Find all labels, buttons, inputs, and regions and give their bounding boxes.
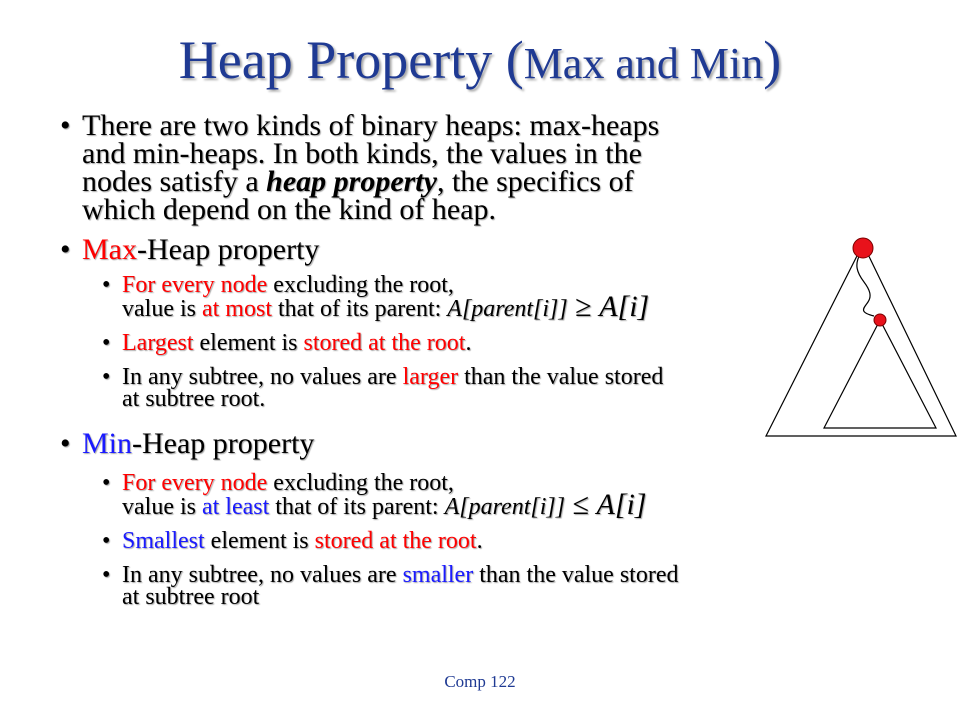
min-heap-item-parent-rule: • For every node excluding the root, value is at least that of its parent: A[parent[i]] ≤ A[i] [102,470,647,521]
max-heap-item-parent-rule: • For every node excluding the root, value is at most that of its parent: A[parent[i]] ≥ A[i] [102,272,650,323]
min-heap-item-smallest: • Smallest element is stored at the root. [102,528,483,554]
heap-subtree-diagram [760,230,960,442]
page-title: Heap Property (Max and Min) [178,30,782,90]
min-heap-formula-left: A[parent[i]] [444,494,566,520]
heap-subtree-root-node [874,314,886,326]
max-heap-formula-left: A[parent[i]] [447,296,568,322]
min-heap-heading: • Min-Heap property [60,427,315,460]
heap-root-to-subtree-path [857,250,874,316]
heap-subtree-triangle [824,320,936,428]
max-heap-formula-right: A[i] [599,290,650,323]
intro-line-4: which depend on the kind of heap. [82,193,497,226]
intro-line-2: and min-heaps. In both kinds, the values in the [82,137,642,170]
footer-course-label: Comp 122 [444,672,516,691]
intro-bullet: • There are two kinds of binary heaps: max-heaps and min-heaps. In both kinds, the values in the nodes satisfy a heap property, the specifics of which depend on the kind of heap. [60,112,760,224]
min-heap-item-subtree: • In any subtree, no values are smaller than the value stored at subtree root [102,562,679,610]
max-heap-item-subtree: • In any subtree, no values are larger than the value stored at subtree root. [102,364,664,412]
heap-outer-triangle [766,244,956,436]
max-heap-heading: • Max-Heap property [60,233,320,266]
heap-root-node [853,238,873,258]
intro-line-1: There are two kinds of binary heaps: max-heaps [82,109,660,142]
max-heap-item-largest: • Largest element is stored at the root. [102,330,472,356]
min-heap-formula-right: A[i] [596,488,647,521]
intro-line-3: nodes satisfy a heap property, the specifics of [82,165,634,198]
